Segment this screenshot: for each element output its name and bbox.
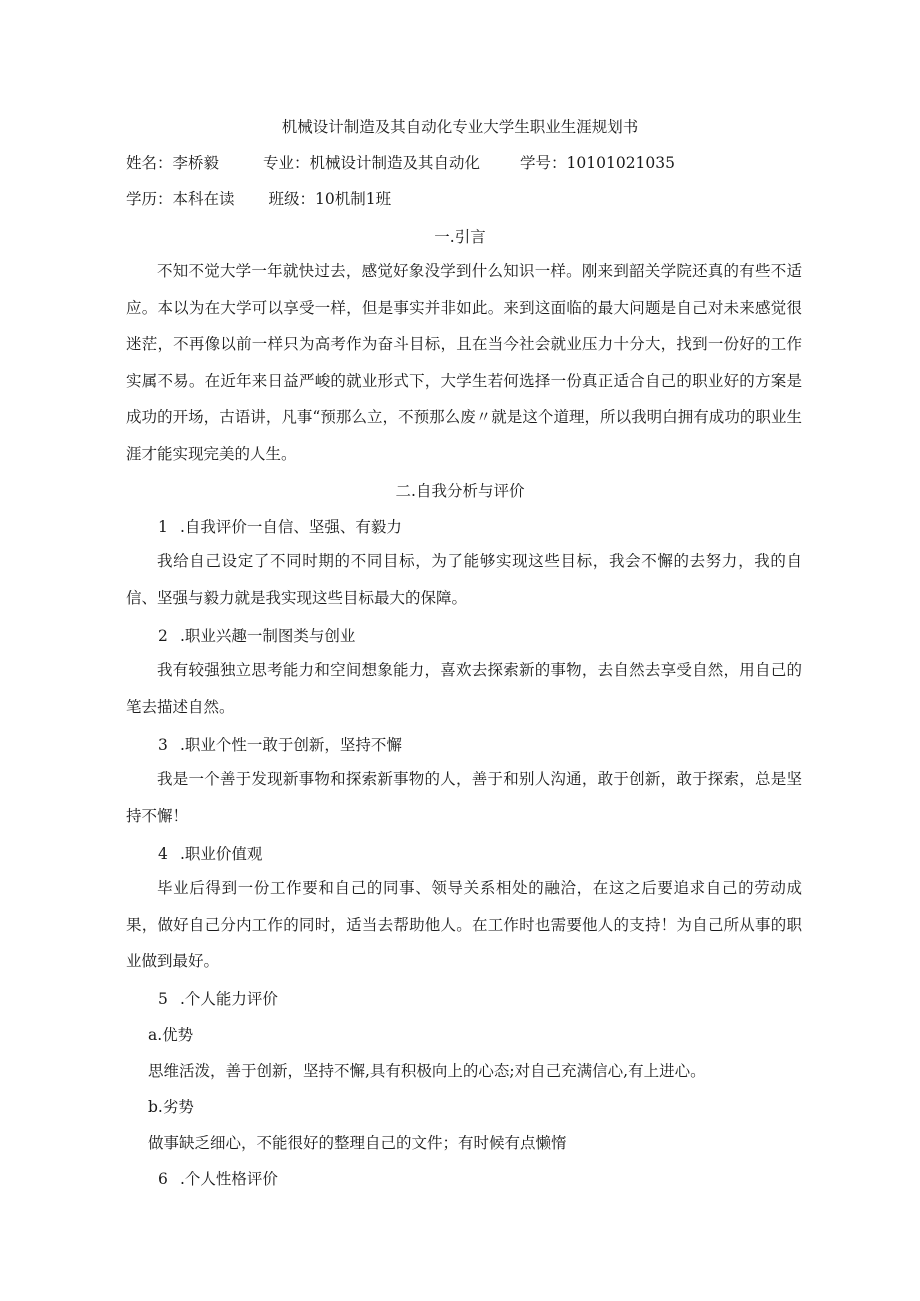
subheading-number: 6 — [158, 1170, 168, 1188]
subheading-personality-evaluation — [158, 1169, 278, 1189]
subheading-label: .职业价值观 — [180, 845, 263, 863]
subheading-label: .个人能力评价 — [180, 990, 278, 1008]
subheading-ability-evaluation — [158, 989, 278, 1009]
career-personality-paragraph: 我是一个善于发现新事物和探索新事物的人，善于和别人沟通，敢于创新，敢于探索，总是坚持不懈！ — [126, 770, 802, 825]
strengths-text: 思维活泼，善于创新，坚持不懈,具有积极向上的心态;对自己充满信心,有上进心。 — [148, 1062, 706, 1080]
student-class: 班级：10机制1班 — [268, 190, 392, 208]
subheading-career-values — [158, 844, 262, 864]
document-title: 机械设计制造及其自动化专业大学生职业生涯规划书 — [281, 118, 639, 136]
career-values-paragraph: 毕业后得到一份工作要和自己的同事、领导关系相处的融洽，在这之后要追求自己的劳动成果，做好自己分内工作的同时，适当去帮助他人。在工作时也需要他人的支持！为自己所从事的职业做到最好。 — [126, 879, 802, 970]
subheading-number: 1 — [158, 518, 168, 536]
subheading-label: .个人性格评价 — [180, 1170, 278, 1188]
weaknesses-text: 做事缺乏细心，不能很好的整理自己的文件；有时候有点懒惰 — [148, 1134, 567, 1152]
weaknesses-label: b.劣势 — [148, 1098, 194, 1116]
subheading-label: .职业兴趣一制图类与创业 — [180, 627, 356, 645]
subheading-number: 2 — [158, 627, 168, 645]
subheading-career-interest — [158, 626, 355, 646]
subheading-label: .职业个性一敢于创新，坚持不懈 — [180, 736, 402, 754]
student-education: 学历：本科在读 — [126, 190, 235, 208]
student-info-line-2 — [126, 189, 391, 209]
strengths-label: a.优势 — [148, 1026, 194, 1044]
section-heading-introduction: 一.引言 — [434, 228, 486, 246]
introduction-paragraph: 不知不觉大学一年就快过去，感觉好象没学到什么知识一样。刚来到韶关学院还真的有些不适应。本以为在大学可以享受一样，但是事实并非如此。来到这面临的最大问题是自己对未来感觉很迷茫，不再像以前一样只为高考作为奋斗目标，且在当今社会就业压力十分大，找到一份好的工作实属不易。在近年来日益严峻的就业形式下，大学生若何选择一份真正适合自己的职业好的方案是成功的开场，古语讲，凡事“预那么立，不预那么废〃就是这个道理，所以我明白拥有成功的职业生涯才能实现完美的人生。 — [126, 262, 802, 463]
student-info-line-1 — [126, 153, 675, 173]
student-major: 专业：机械设计制造及其自动化 — [263, 154, 481, 172]
subheading-label: .自我评价一自信、坚强、有毅力 — [180, 518, 402, 536]
subheading-self-evaluation — [158, 517, 402, 537]
career-interest-paragraph: 我有较强独立思考能力和空间想象能力，喜欢去探索新的事物，去自然去享受自然，用自己的笔去描述自然。 — [126, 661, 802, 716]
self-evaluation-paragraph: 我给自己设定了不同时期的不同目标，为了能够实现这些目标，我会不懈的去努力，我的自信、坚强与毅力就是我实现这些目标最大的保障。 — [126, 552, 802, 607]
student-name: 姓名：李桥毅 — [126, 154, 220, 172]
section-heading-self-analysis: 二.自我分析与评价 — [395, 482, 525, 500]
subheading-number: 3 — [158, 736, 168, 754]
student-id: 学号：10101021035 — [520, 154, 676, 172]
subheading-number: 4 — [158, 845, 168, 863]
subheading-career-personality — [158, 735, 402, 755]
subheading-number: 5 — [158, 990, 168, 1008]
